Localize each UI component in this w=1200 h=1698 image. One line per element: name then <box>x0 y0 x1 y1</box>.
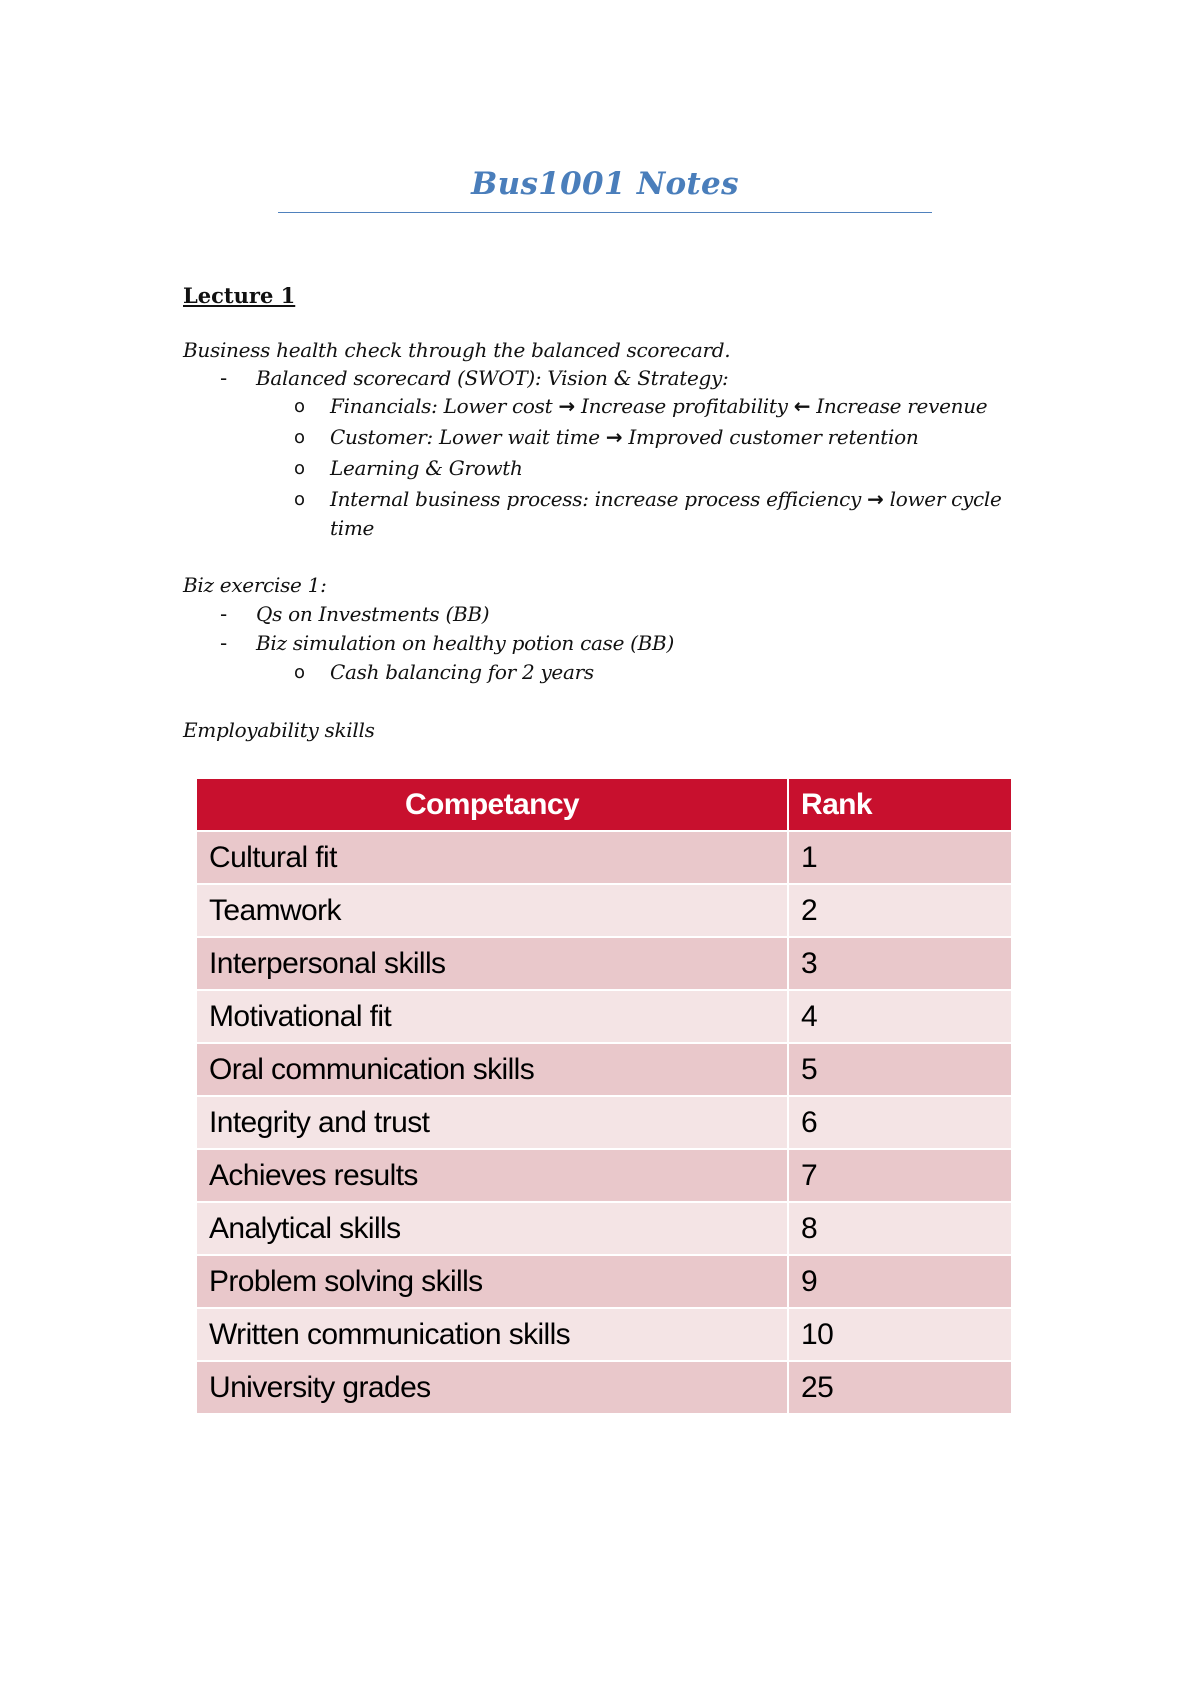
bullet-marker: o <box>294 662 306 683</box>
dash-marker: - <box>220 366 228 390</box>
rank-cell: 3 <box>788 937 1012 990</box>
competency-cell: Teamwork <box>196 884 788 937</box>
competency-cell: Problem solving skills <box>196 1255 788 1308</box>
dash-marker: - <box>220 602 228 626</box>
rank-cell: 25 <box>788 1361 1012 1414</box>
rank-cell: 6 <box>788 1096 1012 1149</box>
competency-cell: Oral communication skills <box>196 1043 788 1096</box>
table-row <box>196 1361 1012 1414</box>
financials-text-b: Increase profitability <box>580 394 788 418</box>
lecture-heading: Lecture 1 <box>183 283 296 308</box>
exercise-subitem-cash: Cash balancing for 2 years <box>330 660 594 684</box>
rank-cell: 5 <box>788 1043 1012 1096</box>
table-row <box>196 1308 1012 1361</box>
arrow-left-icon: ← <box>793 394 811 418</box>
table-row <box>196 1043 1012 1096</box>
table-row <box>196 1202 1012 1255</box>
scorecard-item-learning: Learning & Growth <box>330 456 523 480</box>
rank-cell: 2 <box>788 884 1012 937</box>
competency-table <box>195 777 1013 1415</box>
financials-text-c: Increase revenue <box>816 394 988 418</box>
table-row <box>196 884 1012 937</box>
competency-cell: Achieves results <box>196 1149 788 1202</box>
table-row <box>196 1255 1012 1308</box>
competency-cell: University grades <box>196 1361 788 1414</box>
scorecard-item-financials <box>330 394 987 418</box>
table-row <box>196 831 1012 884</box>
rank-cell: 1 <box>788 831 1012 884</box>
financials-text-a: Financials: Lower cost <box>330 394 553 418</box>
arrow-right-icon: → <box>867 487 884 511</box>
table-header-row <box>196 778 1012 831</box>
customer-text-a: Customer: Lower wait time <box>330 425 600 449</box>
exercise-heading: Biz exercise 1: <box>183 573 327 597</box>
table-row <box>196 990 1012 1043</box>
scorecard-label: Balanced scorecard (SWOT): Vision & Strategy: <box>256 366 729 390</box>
competency-cell: Written communication skills <box>196 1308 788 1361</box>
table-row <box>196 1096 1012 1149</box>
bullet-marker: o <box>294 396 306 417</box>
competency-cell: Interpersonal skills <box>196 937 788 990</box>
table-row <box>196 937 1012 990</box>
scorecard-item-customer <box>330 425 918 449</box>
dash-marker: - <box>220 631 228 655</box>
bullet-marker: o <box>294 489 306 510</box>
exercise-item-investments: Qs on Investments (BB) <box>256 602 490 626</box>
internal-text-b: lower cycle <box>889 487 1002 511</box>
header-competency: Competancy <box>196 778 788 831</box>
bullet-marker: o <box>294 427 306 448</box>
scorecard-item-internal <box>330 487 1002 511</box>
competency-cell: Analytical skills <box>196 1202 788 1255</box>
rank-cell: 10 <box>788 1308 1012 1361</box>
rank-cell: 7 <box>788 1149 1012 1202</box>
employability-heading: Employability skills <box>183 718 375 742</box>
exercise-item-simulation: Biz simulation on healthy potion case (BB) <box>256 631 674 655</box>
competency-cell: Integrity and trust <box>196 1096 788 1149</box>
competency-cell: Motivational fit <box>196 990 788 1043</box>
rank-cell: 8 <box>788 1202 1012 1255</box>
page-title: Bus1001 Notes <box>471 166 739 202</box>
scorecard-item-internal-wrap: time <box>330 516 375 540</box>
intro-line: Business health check through the balanced scorecard. <box>183 338 731 362</box>
rank-cell: 9 <box>788 1255 1012 1308</box>
table-row <box>196 1149 1012 1202</box>
arrow-right-icon: → <box>558 394 575 418</box>
arrow-right-icon: → <box>605 425 623 449</box>
title-underline <box>278 212 932 213</box>
bullet-marker: o <box>294 458 306 479</box>
competency-cell: Cultural fit <box>196 831 788 884</box>
header-rank: Rank <box>788 778 1012 831</box>
customer-text-b: Improved customer retention <box>628 425 919 449</box>
rank-cell: 4 <box>788 990 1012 1043</box>
internal-text-a: Internal business process: increase process efficiency <box>330 487 862 511</box>
